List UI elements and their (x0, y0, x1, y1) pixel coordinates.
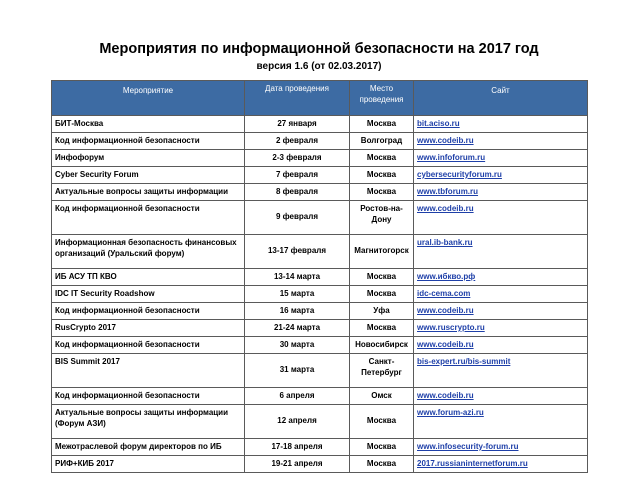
table-row (52, 201, 588, 235)
page-title: Мероприятия по информационной безопасности на 2017 год (99, 41, 539, 57)
site-link[interactable]: www.codeib.ru (414, 201, 588, 235)
date-cell: 13-14 марта (245, 269, 350, 286)
date-cell: 8 февраля (245, 184, 350, 201)
place-cell: Уфа (350, 303, 414, 320)
date-cell: 15 марта (245, 286, 350, 303)
place-cell: Москва (350, 269, 414, 286)
place-cell: Москва (350, 320, 414, 337)
site-link[interactable]: bis-expert.ru/bis-summit (414, 354, 588, 388)
place-cell: Москва (350, 405, 414, 439)
date-cell: 9 февраля (245, 201, 350, 235)
date-cell: 27 января (245, 116, 350, 133)
site-link[interactable]: www.ибкво.рф (414, 269, 588, 286)
site-link[interactable]: cybersecurityforum.ru (414, 167, 588, 184)
date-cell: 16 марта (245, 303, 350, 320)
place-cell: Санкт-Петербург (350, 354, 414, 388)
table-row (52, 167, 588, 184)
event-cell: ИБ АСУ ТП КВО (52, 269, 245, 286)
site-link[interactable]: www.ruscrypto.ru (414, 320, 588, 337)
place-cell: Москва (350, 116, 414, 133)
place-cell: Новосибирск (350, 337, 414, 354)
date-cell: 12 апреля (245, 405, 350, 439)
site-link[interactable]: bit.aciso.ru (414, 116, 588, 133)
date-cell: 31 марта (245, 354, 350, 388)
table-row (52, 320, 588, 337)
place-cell: Москва (350, 456, 414, 473)
site-link[interactable]: www.forum-azi.ru (414, 405, 588, 439)
date-cell: 30 марта (245, 337, 350, 354)
event-cell: Инфофорум (52, 150, 245, 167)
table-row (52, 269, 588, 286)
event-cell: Cyber Security Forum (52, 167, 245, 184)
column-header-place: Место проведения (350, 81, 414, 116)
site-link[interactable]: www.codeib.ru (414, 388, 588, 405)
event-cell: Межотраслевой форум директоров по ИБ (52, 439, 245, 456)
date-cell: 2-3 февраля (245, 150, 350, 167)
table-row (52, 388, 588, 405)
event-cell: Код информационной безопасности (52, 303, 245, 320)
date-cell: 13-17 февраля (245, 235, 350, 269)
table-row (52, 116, 588, 133)
place-cell: Москва (350, 150, 414, 167)
event-cell: БИТ-Москва (52, 116, 245, 133)
place-cell: Омск (350, 388, 414, 405)
place-cell: Москва (350, 184, 414, 201)
event-cell: Код информационной безопасности (52, 337, 245, 354)
event-cell: Код информационной безопасности (52, 133, 245, 150)
place-cell: Москва (350, 167, 414, 184)
place-cell: Москва (350, 286, 414, 303)
event-cell: IDC IT Security Roadshow (52, 286, 245, 303)
site-link[interactable]: www.infoforum.ru (414, 150, 588, 167)
table-row (52, 235, 588, 269)
date-cell: 7 февраля (245, 167, 350, 184)
date-cell: 2 февраля (245, 133, 350, 150)
table-row (52, 286, 588, 303)
site-link[interactable]: 2017.russianinternetforum.ru (414, 456, 588, 473)
event-cell: BIS Summit 2017 (52, 354, 245, 388)
date-cell: 19-21 апреля (245, 456, 350, 473)
events-table (51, 80, 588, 473)
table-row (52, 337, 588, 354)
place-cell: Ростов-на-Дону (350, 201, 414, 235)
table-row (52, 150, 588, 167)
table-row (52, 439, 588, 456)
table-row (52, 354, 588, 388)
site-link[interactable]: www.infosecurity-forum.ru (414, 439, 588, 456)
site-link[interactable]: www.codeib.ru (414, 337, 588, 354)
event-cell: Код информационной безопасности (52, 201, 245, 235)
table-row (52, 133, 588, 150)
table-row (52, 405, 588, 439)
site-link[interactable]: www.codeib.ru (414, 303, 588, 320)
table-row (52, 303, 588, 320)
place-cell: Волгоград (350, 133, 414, 150)
table-row (52, 456, 588, 473)
date-cell: 6 апреля (245, 388, 350, 405)
table-row (52, 184, 588, 201)
version-label: версия 1.6 (от 02.03.2017) (256, 61, 382, 72)
event-cell: Информационная безопасность финансовых организаций (Уральский форум) (52, 235, 245, 269)
event-cell: Актуальные вопросы защиты информации (Форум АЗИ) (52, 405, 245, 439)
date-cell: 21-24 марта (245, 320, 350, 337)
date-cell: 17-18 апреля (245, 439, 350, 456)
place-cell: Москва (350, 439, 414, 456)
column-header-site: Сайт (414, 81, 588, 116)
site-link[interactable]: ural.ib-bank.ru (414, 235, 588, 269)
column-header-date: Дата проведения (245, 81, 350, 116)
table-header-row (52, 81, 588, 116)
place-cell: Магнитогорск (350, 235, 414, 269)
site-link[interactable]: www.codeib.ru (414, 133, 588, 150)
site-link[interactable]: www.tbforum.ru (414, 184, 588, 201)
event-cell: РИФ+КИБ 2017 (52, 456, 245, 473)
column-header-event: Мероприятие (52, 81, 245, 116)
event-cell: RusCrypto 2017 (52, 320, 245, 337)
event-cell: Актуальные вопросы защиты информации (52, 184, 245, 201)
event-cell: Код информационной безопасности (52, 388, 245, 405)
site-link[interactable]: idc-cema.com (414, 286, 588, 303)
